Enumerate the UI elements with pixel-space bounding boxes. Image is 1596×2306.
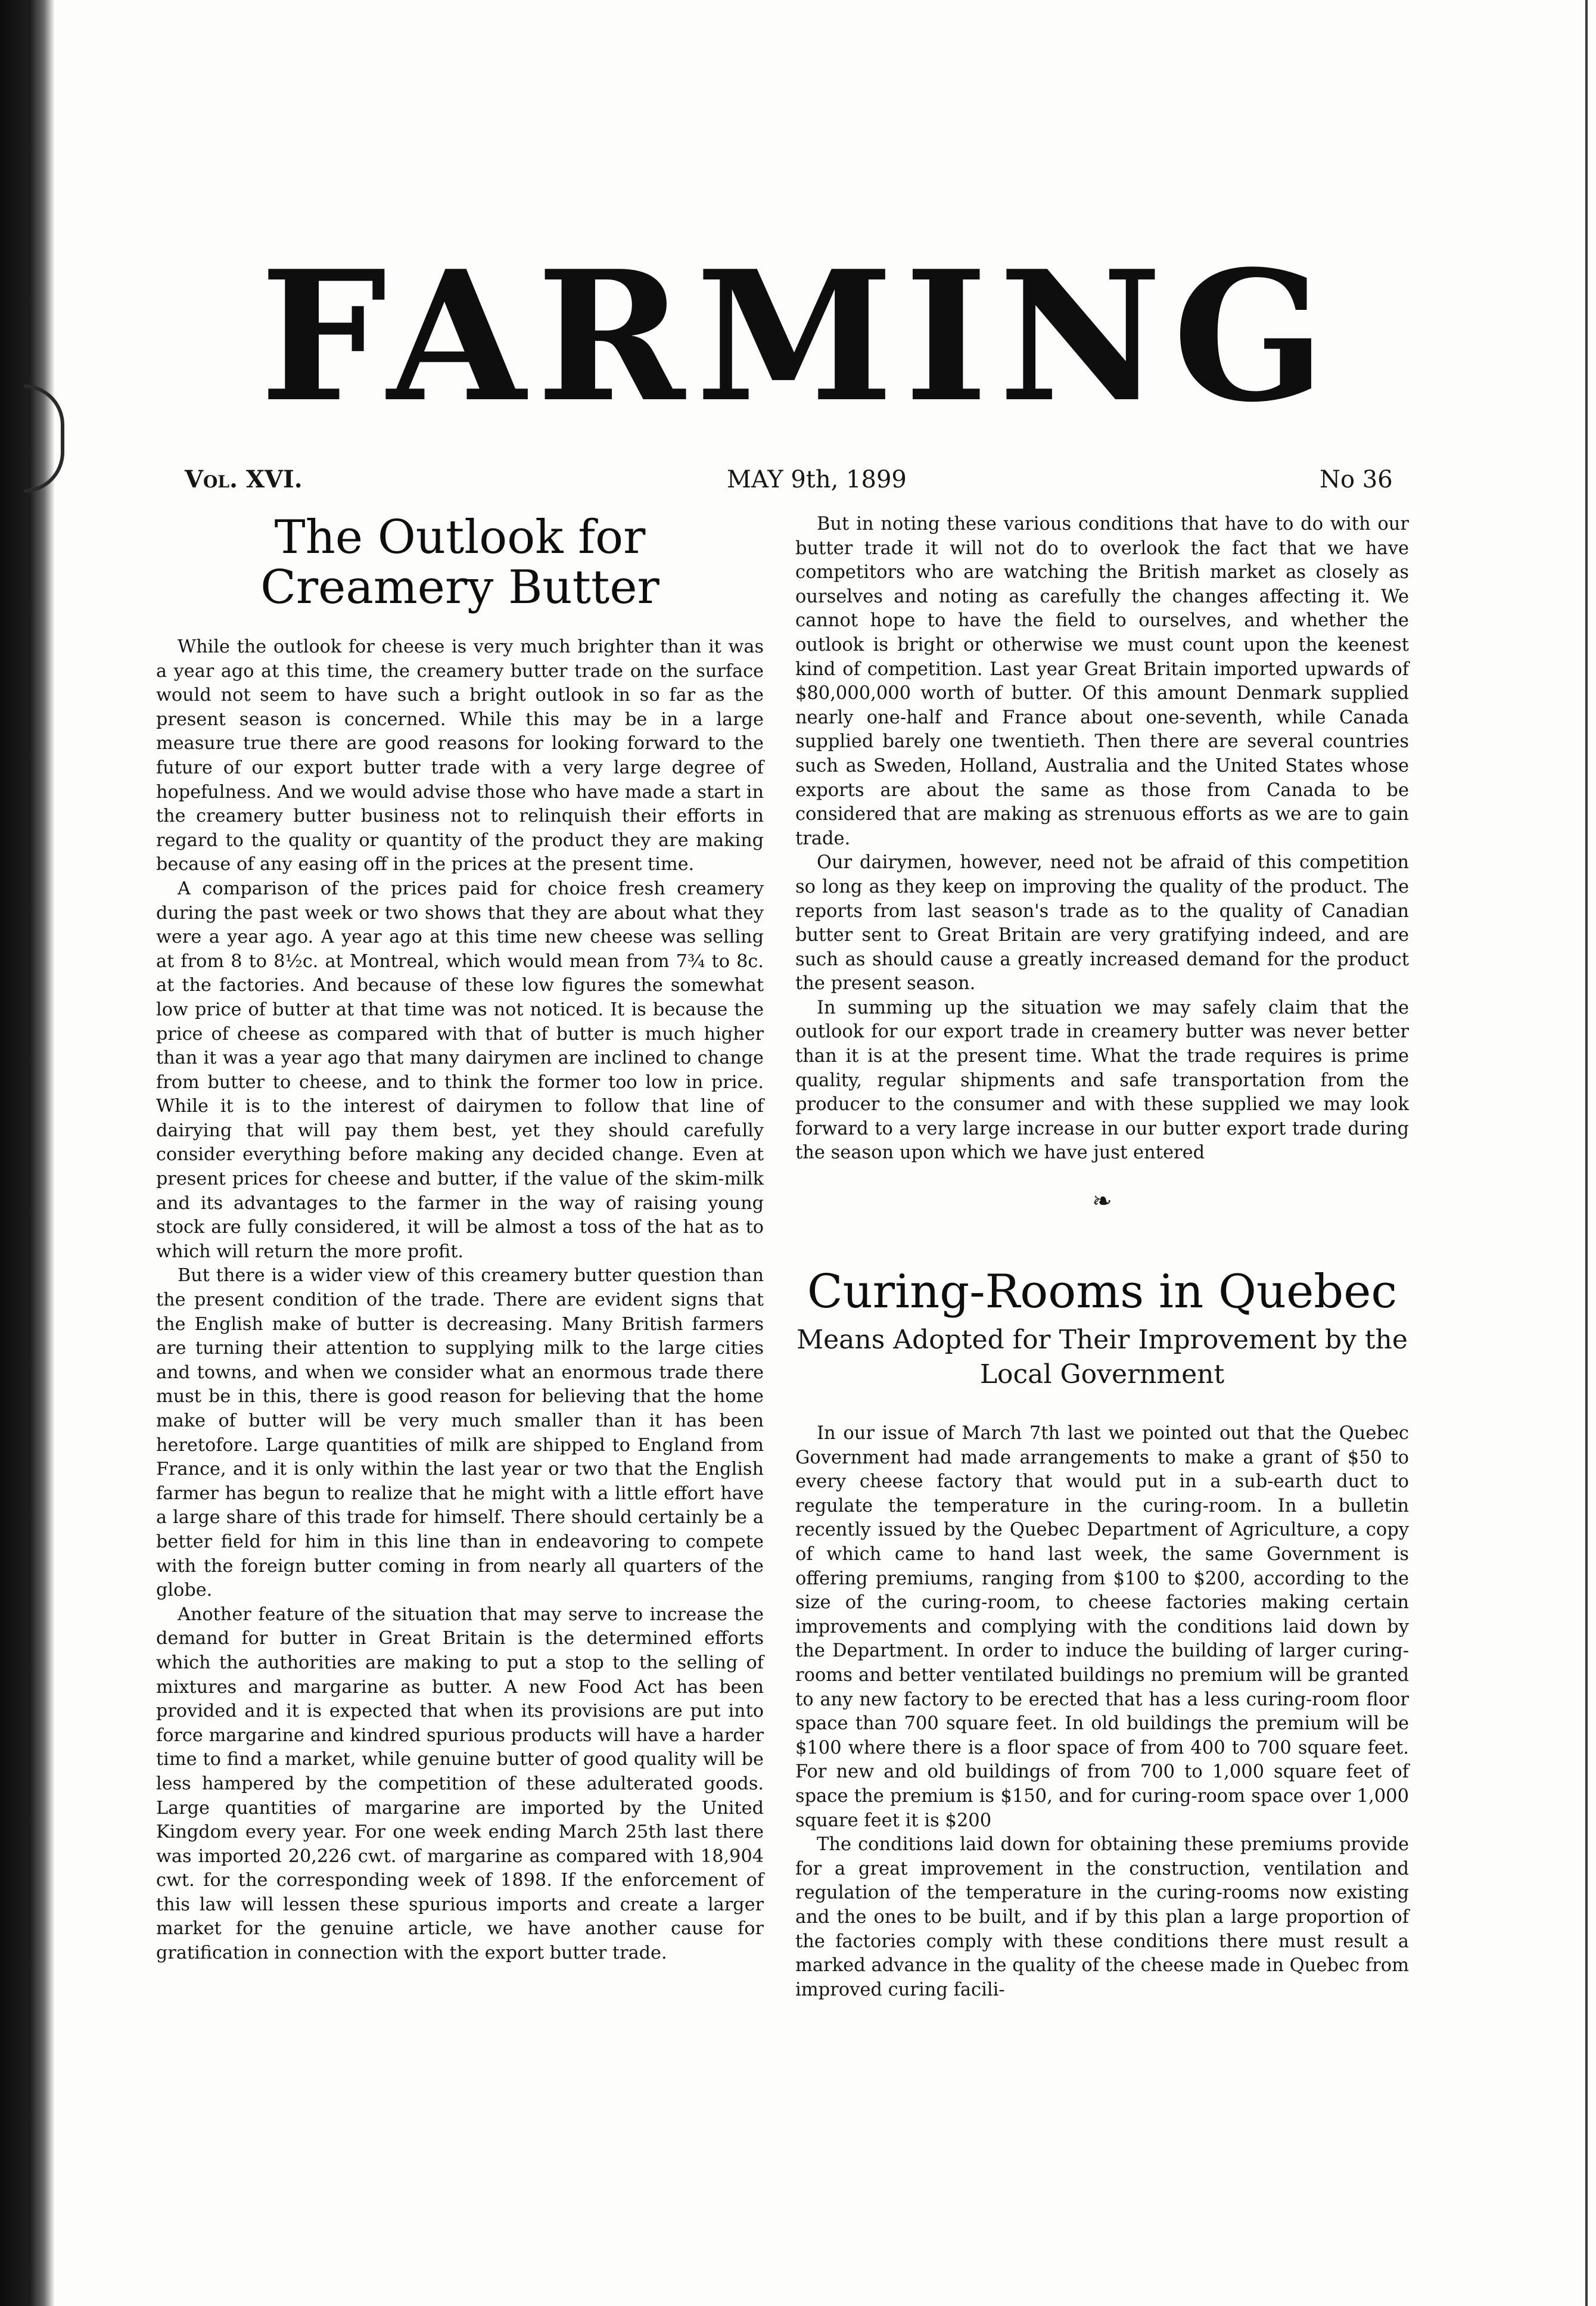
article-paragraph: But in noting these various conditions that have to do with our butter trade it will not do to overlook the fact that we have competitors who are watching the British market as closely as ourselves and noting as carefully the changes affecting it. We cannot hope to have the field to ourselves, and whether the outlook is bright or otherwise we must count upon the keenest kind of competition. Last year Great Britain imported upwards of $80,000,000 worth of butter. Of this amount Denmark supplied nearly one-half and France about one-seventh, while Canada supplied barely one twentieth. Then there are several countries such as Sweden, Holland, Australia and the United States whose exports are about the same as those from Canada to be considered that are making as strenuous efforts as we are to gain trade. (795, 514, 1409, 849)
left-column (156, 512, 764, 1966)
article-paragraph: Another feature of the situation that may serve to increase the demand for butter in Great Britain is the determined efforts which the authorities are making to put a stop to the selling of mixtures and margarine as butter. A new Food Act has been provided and it is expected that when its provisions are put into force margarine and kindred spurious products will have a harder time to find a market, while genuine butter of good quality will be less hampered by the competition of these adulterated goods. Large quantities of margarine are imported by the United Kingdom every year. For one week ending March 25th last there was imported 20,226 cwt. of margarine as compared with 18,904 cwt. for the corresponding week of 1898. If the enforcement of this law will lessen these spurious imports and create a larger market for the genuine article, we have another cause for gratification in connection with the export butter trade. (156, 1603, 764, 1964)
article-title: The Outlook for Creamery Butter (260, 511, 659, 614)
article-header (795, 1267, 1409, 1392)
article-paragraph: The conditions laid down for obtaining these premiums provide for a great improvement in the construction, ventilation and regulation of the temperature in the curing-rooms now existing and the ones to be built, and if by this plan a large proportion of the factories comply with these conditions there must result a marked advance in the quality of the cheese made in Quebec from improved curing facili- (795, 1834, 1409, 2000)
article-subtitle: Means Adopted for Their Improvement by the Local Government (797, 1325, 1408, 1390)
article-paragraph: A comparison of the prices paid for choice fresh creamery during the past week or two shows that they are about what they were a year ago. A year ago at this time new cheese was selling at from 8 to 8½c. at Montreal, which would mean from 7¾ to 8c. at the factories. And because of these low figures the somewhat low price of butter at that time was not noticed. It is because the price of cheese as compared with that of butter is much higher than it was a year ago that many dairymen are inclined to change from butter to cheese, and to think the former too low in price. While it is to the interest of dairymen to follow that line of dairying that will pay them best, yet they should carefully consider everything before making any decided change. Even at present prices for cheese and butter, if the value of the skim-milk and its advantages to the farmer in the way of raising young stock are fully considered, it will be almost a toss of the hat as to which will return the more profit. (156, 878, 764, 1262)
issue-number: No 36 (1320, 466, 1393, 493)
article-paragraph: In summing up the situation we may safely claim that the outlook for our export trade in creamery butter was never better than it is at the present time. What the trade requires is prime quality, regular shipments and safe transportation from the producer to the consumer and with these supplied we may look forward to a very large increase in our butter export trade during the season upon which we have just entered (795, 997, 1409, 1164)
section-ornament: ❧ (1092, 1188, 1112, 1216)
issue-date: MAY 9th, 1899 (727, 466, 907, 493)
article-header (156, 512, 764, 613)
article-paragraph: In our issue of March 7th last we pointed out that the Quebec Government had made arrangements to make a grant of $50 to every cheese factory that would put in a sub-earth duct to regulate the temperature in the curing-room. In a bulletin recently issued by the Quebec Department of Agriculture, a copy of which came to hand last week, the same Government is offering premiums, ranging from $100 to $200, according to the size of the curing-room, to cheese factories making certain improvements and complying with the conditions laid down by the Department. In order to induce the building of larger curing-rooms and better ventilated buildings no premium will be granted to any new factory to be erected that has a less curing-room floor space than 700 square feet. In old buildings the premium will be $100 where there is a floor space of from 400 to 700 square feet. For new and old buildings of from 700 to 1,000 square feet of space the premium is $150, and for curing-room space over 1,000 square feet it is $200 (795, 1423, 1409, 1831)
article-paragraph: But there is a wider view of this creamery butter question than the present condition of the trade. There are evident signs that the English make of butter is decreasing. Many British farmers are turning their attention to supplying milk to the large cities and towns, and when we consider what an enormous trade there must be in this, there is good reason for believing that the home make of butter will be very much smaller than it has been heretofore. Large quantities of milk are shipped to England from France, and it is only within the last year or two that the English farmer has begun to realize that he might with a little effort have a large share of this trade for himself. There should certainly be a better field for him in this line than in endeavoring to compete with the foreign butter coming in from nearly all quarters of the globe. (156, 1265, 764, 1601)
right-column (795, 512, 1409, 2002)
article-paragraph: While the outlook for cheese is very much brighter than it was a year ago at this time, the creamery butter trade on the surface would not seem to have such a bright outlook in so far as the present season is concerned. While this may be in a large measure true there are good reasons for looking forward to the future of our export butter trade with a very large degree of hopefulness. And we would advise those who have made a start in the creamery butter business not to relinquish their efforts in regard to the quality or quantity of the product they are making because of any easing off in the prices at the present time. (156, 636, 764, 875)
volume-label: Vol. XVI. (185, 465, 303, 493)
masthead-title: FARMING (260, 231, 1336, 442)
article-paragraph: Our dairymen, however, need not be afraid of this competition so long as they keep on improving the quality of the product. The reports from last season's trade as to the quality of Canadian butter sent to Great Britain are very gratifying indeed, and are such as should cause a greatly increased demand for the product the present season. (795, 852, 1409, 994)
article-title: Curing-Rooms in Quebec (807, 1265, 1398, 1319)
